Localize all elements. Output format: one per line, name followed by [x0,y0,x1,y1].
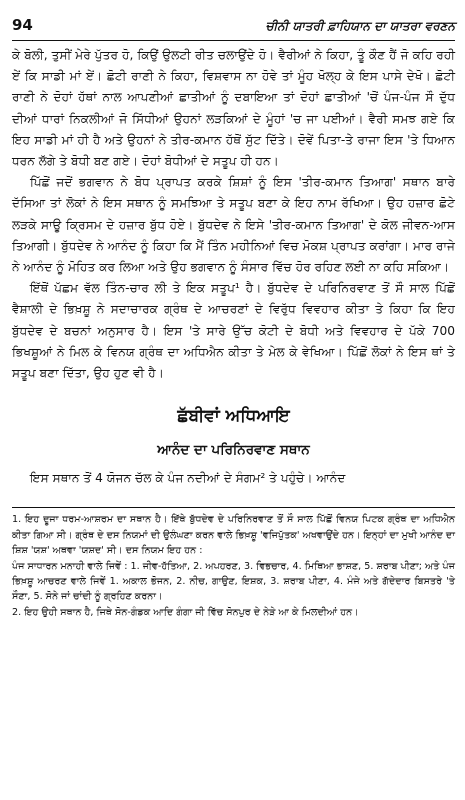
chapter-heading [12,402,455,462]
body-paragraph: ਕੇ ਬੋਲੀ, ਤੁਸੀਂ ਮੇਰੇ ਪੁੱਤਰ ਹੋ, ਕਿਉਂ ਉਲਟੀ ਰੀਤ ਚਲਾਉਂਦੇ ਹੋ। ਵੈਰੀਆਂ ਨੇ ਕਿਹਾ, ਤੂੰ ਕੌਣ ਹੈਂ ਜੋ ਕਹਿ ਰਹੀ ਏਂ ਕਿ ਸਾਡੀ ਮਾਂ ਏਂ। ਛੋਟੀ ਰਾਣੀ ਨੇ ਕਿਹਾ, ਵਿਸ਼ਵਾਸ ਨਾ ਹੋਵੇ ਤਾਂ ਮੂੰਹ ਖੋਲ੍ਹ ਕੇ ਇਸ ਪਾਸੇ ਦੇਖੋ। ਛੋਟੀ ਰਾਣੀ ਨੇ ਦੋਹਾਂ ਹੱਥਾਂ ਨਾਲ ਆਪਣੀਆਂ ਛਾਤੀਆਂ ਨੂੰ ਦਬਾਇਆ ਤਾਂ ਦੋਹਾਂ ਛਾਤੀਆਂ 'ਚੋਂ ਪੰਜ-ਪੰਜ ਸੌ ਦੁੱਧ ਦੀਆਂ ਧਾਰਾਂ ਨਿਕਲੀਆਂ ਜੋ ਸਿੱਧੀਆਂ ਉਹਨਾਂ ਲੜਕਿਆਂ ਦੇ ਮੂੰਹਾਂ 'ਚ ਜਾ ਪਈਆਂ। ਵੈਰੀ ਸਮਝ ਗਏ ਕਿ ਇਹ ਸਾਡੀ ਮਾਂ ਹੀ ਹੈ ਅਤੇ ਉਹਨਾਂ ਨੇ ਤੀਰ-ਕਮਾਨ ਹੱਥੋਂ ਸੁੱਟ ਦਿੱਤੇ। ਦੋਵੇਂ ਪਿਤਾ-ਤੇ ਰਾਜਾ ਇਸ 'ਤੇ ਧਿਆਨ ਧਰਨ ਲੱਗੇ ਤੇ ਬੋਧੀ ਬਣ ਗਏ। ਦੋਹਾਂ ਬੋਧੀਆਂ ਦੇ ਸਤੂਪ ਹੀ ਹਨ। [12,48,455,169]
footnote: 2. ਇਹ ਉਹੀ ਸਥਾਨ ਹੈ, ਜਿਥੇ ਸੋਨ-ਗੰਡਕ ਆਦਿ ਗੰਗਾ ਜੀ ਵਿੱਚ ਸੋਨਪੁਰ ਦੇ ਨੇੜੇ ਆ ਕੇ ਮਿਲਦੀਆਂ ਹਨ। [12,606,359,618]
chapter-title: ਛੱਬੀਵਾਂ ਅਧਿਆਇ [177,406,290,427]
page-number: 94 [12,16,33,34]
chapter-subtitle: ਆਨੰਦ ਦਾ ਪਰਿਨਿਰਵਾਣ ਸਥਾਨ [157,442,310,459]
body-paragraph: ਇੱਥੋਂ ਪੱਛਮ ਵੱਲ ਤਿੰਨ-ਚਾਰ ਲੀ ਤੇ ਇਕ ਸਤੂਪ¹ ਹੈ। ਬੁੱਧਦੇਵ ਦੇ ਪਰਿਨਿਰਵਾਣ ਤੋਂ ਸੌ ਸਾਲ ਪਿੱਛੋਂ ਵੈਸ਼ਾਲੀ ਦੇ ਭਿਖ਼ਸ਼ੂ ਨੇ ਸਦਾਚਾਰਕ ਗ੍ਰੰਥ ਦੇ ਆਚਰਣਾਂ ਦੇ ਵਿਰੁੱਧ ਵਿਵਹਾਰ ਕੀਤਾ ਤੇ ਕਿਹਾ ਕਿ ਇਹ ਬੁੱਧਦੇਵ ਦੇ ਬਚਨਾਂ ਅਨੁਸਾਰ ਹੈ। ਇਸ 'ਤੇ ਸਾਰੇ ਉੱਚ ਕੋਟੀ ਦੇ ਬੋਧੀ ਅਤੇ ਵਿਵਹਾਰ ਦੇ ਪੱਕੇ 700 ਭਿਖਸ਼ੂਆਂ ਨੇ ਮਿਲ ਕੇ ਵਿਨਯ ਗ੍ਰੰਥ ਦਾ ਅਧਿਐਨ ਕੀਤਾ ਤੇ ਮੇਲ ਕੇ ਵੇਖਿਆ। ਪਿੱਛੋਂ ਲੋਕਾਂ ਨੇ ਇਸ ਥਾਂ ਤੇ ਸਤੂਪ ਬਣਾ ਦਿੱਤਾ, ਉਹ ਹੁਣ ਵੀ ਹੈ। [12,281,455,381]
footnote-rule [12,507,455,508]
main-text [12,45,455,384]
footnote: 1. ਇਹ ਦੂਜਾ ਧਰਮ-ਆਸ਼ਰਮ ਦਾ ਸਥਾਨ ਹੈ। ਇੱਥੇ ਬੁੱਧਦੇਵ ਦੇ ਪਰਿਨਿਰਵਾਣ ਤੋਂ ਸੌ ਸਾਲ ਪਿੱਛੋਂ ਵਿਨਯ ਪਿਟਕ ਗ੍ਰੰਥ ਦਾ ਅਧਿਐਨ ਕੀਤਾ ਗਿਆ ਸੀ। ਗ੍ਰੰਥ ਦੇ ਦਸ ਨਿਯਮਾਂ ਦੀ ਉਲੰਘਣਾ ਕਰਨ ਵਾਲੇ ਭਿਖ਼ਸ਼ੂ 'ਵਜਿਪੁੱਤਕ' ਅਖਵਾਉਂਦੇ ਹਨ। ਇਨ੍ਹਾਂ ਦਾ ਮੁਖੀ ਆਨੰਦ ਦਾ ਸ਼ਿਸ਼ 'ਯਸ਼' ਅਥਵਾ 'ਯਸ਼ਦ' ਸੀ। ਦਸ ਨਿਯਮ ਇਹ ਹਨ : [12,514,455,557]
chapter-opening-paragraph: ਇਸ ਸਥਾਨ ਤੋਂ 4 ਯੋਜਨ ਚੱਲ ਕੇ ਪੰਜ ਨਦੀਆਂ ਦੇ ਸੰਗਮ² ਤੇ ਪਹੁੰਚੇ। ਆਨੰਦ [30,471,346,486]
running-title: ਚੀਨੀ ਯਾਤਰੀ ਫ਼ਾਹਿਯਾਨ ਦਾ ਯਾਤਰਾ ਵਰਣਨ [265,19,455,33]
footnote: ਪੰਜ ਸਾਧਾਰਨ ਮਨਾਹੀ ਵਾਲੇ ਜਿਵੇਂ : 1. ਜੀਵ-ਹੱਤਿਆ, 2. ਅਪਹਰਣ, 3. ਵਿਭਚਾਰ, 4. ਮਿਥਿਆ ਭਾਸ਼ਣ, 5. ਸ਼ਰਾਬ ਪੀਣਾ; ਅਤੇ ਪੰਜ ਭਿਖ਼ਸ਼ੂ ਆਚਰਣ ਵਾਲੇ ਜਿਵੇਂ 1. ਅਕਾਲ ਭੋਜਨ, 2. ਨੀਚ, ਗਾਉਣ, ਇਸ਼ਕ, 3. ਸ਼ਰਾਬ ਪੀਣਾ, 4. ਮੰਜੇ ਅਤੇ ਗੱਦੇਦਾਰ ਬਿਸਤਰੇ 'ਤੇ ਸੌਣਾ, 5. ਸੋਨੇ ਜਾਂ ਚਾਂਦੀ ਨੂੰ ਗ੍ਰਹਿਣ ਕਰਨਾ। [12,560,455,603]
footnotes [12,512,455,620]
header-rule [12,40,455,41]
body-paragraph: ਪਿੱਛੋਂ ਜਦੋਂ ਭਗਵਾਨ ਨੇ ਬੋਧ ਪ੍ਰਾਪਤ ਕਰਕੇ ਸ਼ਿਸ਼ਾਂ ਨੂੰ ਇਸ 'ਤੀਰ-ਕਮਾਨ ਤਿਆਗ' ਸਥਾਨ ਬਾਰੇ ਦੱਸਿਆ ਤਾਂ ਲੋਕਾਂ ਨੇ ਇਸ ਸਥਾਨ ਨੂੰ ਸਮਝਿਆ ਤੇ ਸਤੂਪ ਬਣਾ ਕੇ ਇਹ ਨਾਮ ਰੱਖਿਆ। ਉਹ ਹਜ਼ਾਰ ਛੋਟੇ ਲੜਕੇ ਸਾਊ ਕ੍ਰਿਸਮ ਦੇ ਹਜ਼ਾਰ ਬੁੱਧ ਹੋਏ। ਬੁੱਧਦੇਵ ਨੇ ਇਸੇ 'ਤੀਰ-ਕਮਾਨ ਤਿਆਗ' ਦੇ ਕੋਲ ਜੀਵਨ-ਆਸ ਤਿਆਗੀ। ਬੁੱਧਦੇਵ ਨੇ ਆਨੰਦ ਨੂੰ ਕਿਹਾ ਕਿ ਮੈਂ ਤਿੰਨ ਮਹੀਨਿਆਂ ਵਿਚ ਮੋਕਸ਼ ਪ੍ਰਾਪਤ ਕਰਾਂਗਾ। ਮਾਰ ਰਾਜੇ ਨੇ ਆਨੰਦ ਨੂੰ ਮੋਹਿਤ ਕਰ ਲਿਆ ਅਤੇ ਉਹ ਭਗਵਾਨ ਨੂੰ ਸੰਸਾਰ ਵਿੱਚ ਹੋਰ ਰਹਿਣ ਲਈ ਨਾ ਕਹਿ ਸਕਿਆ। [12,175,455,275]
